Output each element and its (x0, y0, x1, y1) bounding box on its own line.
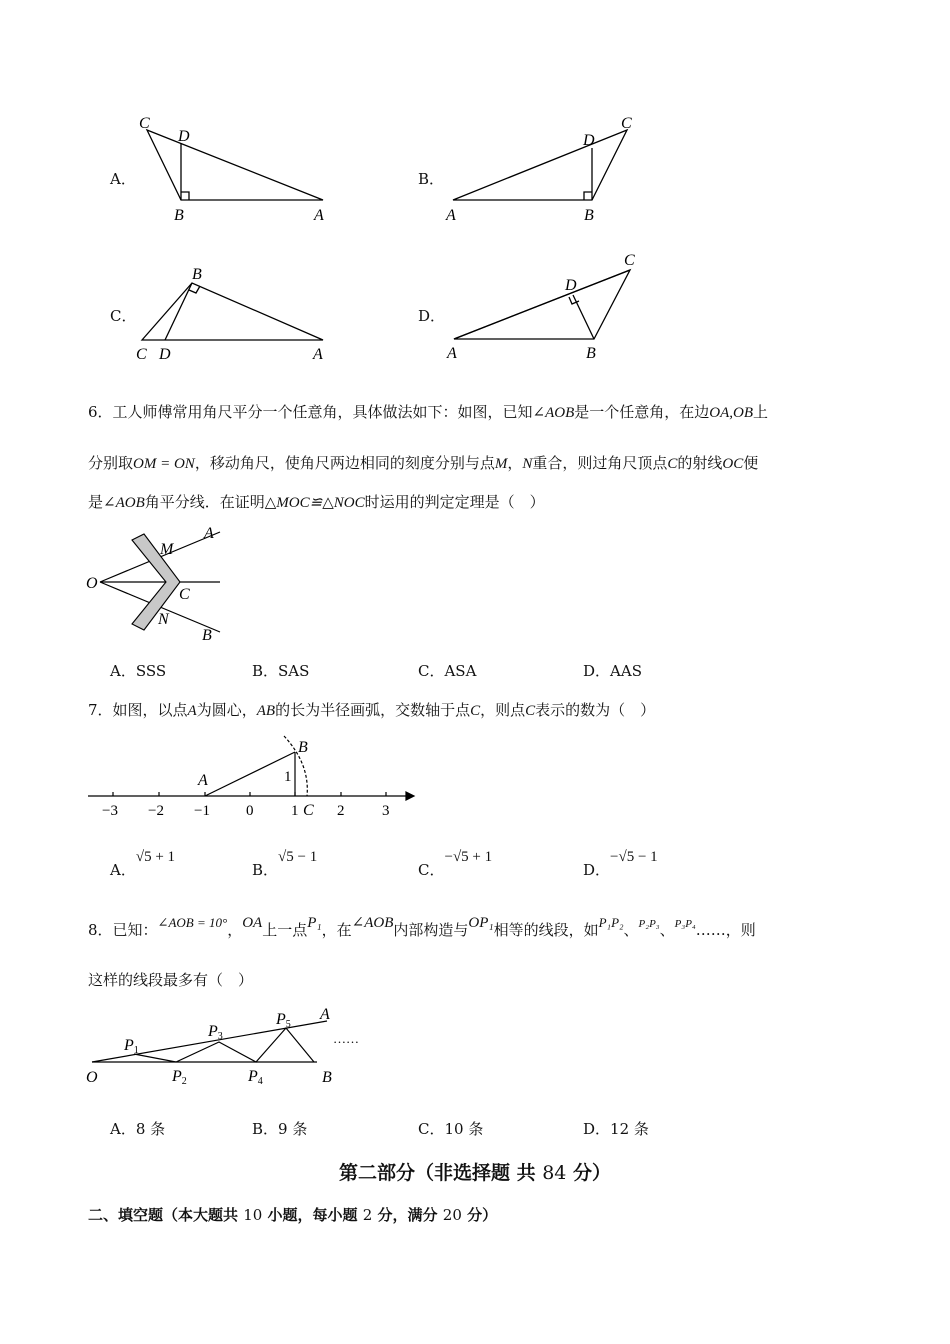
label-a: A (198, 772, 208, 789)
label-a: A (446, 207, 456, 224)
q6-option-a: A．SSS (110, 662, 167, 680)
q5-option-a-label: A． (110, 170, 136, 188)
q7-option-a: A．√5 + 1 (110, 849, 176, 879)
tick-label: 2 (337, 803, 345, 819)
section-fill-in-title: 二、填空题（本大题共 10 小题，每小题 2 分，满分 20 分） (88, 1206, 498, 1224)
label-c: C (303, 802, 314, 819)
label-o: O (86, 1069, 98, 1086)
height-label: 1 (284, 769, 292, 785)
q7-option-c: C．−√5 + 1 (418, 849, 493, 879)
q5-figure-c (130, 262, 340, 367)
q6-option-c: C．ASA (418, 662, 477, 680)
q6-option-d: D．AAS (583, 662, 642, 680)
label-a: A (204, 525, 214, 542)
label-p5: P5 (276, 1011, 291, 1030)
label-a: A (320, 1006, 330, 1023)
label-a: A (447, 345, 457, 362)
label-d: D (159, 346, 171, 363)
q8-option-c: C．10 条 (418, 1120, 484, 1138)
label-p2: P2 (172, 1068, 187, 1087)
label-d: D (583, 132, 595, 149)
q6-figure (82, 520, 232, 650)
q8-option-b: B．9 条 (252, 1120, 308, 1138)
tick-label: −2 (148, 803, 164, 819)
q5-figure-a (130, 110, 340, 225)
tick-label: 3 (382, 803, 390, 819)
q6-line-2: 分别取OM = ON，移动角尺，使角尺两边相同的刻度分别与点M，N重合，则过角尺顶点C的射线OC便 (88, 454, 759, 472)
label-c: C (621, 115, 632, 132)
label-d: D (178, 128, 190, 145)
label-a: A (314, 207, 324, 224)
label-a: A (313, 346, 323, 363)
label-b: B (174, 207, 184, 224)
q8-figure (82, 1002, 382, 1092)
label-b: B (584, 207, 594, 224)
label-b: B (586, 345, 596, 362)
label-d: D (565, 277, 577, 294)
part-two-title: 第二部分（非选择题 共 84 分） (338, 1162, 612, 1184)
q8-option-a: A．8 条 (110, 1120, 166, 1138)
q6-line-3: 是∠AOB角平分线．在证明△MOC≌△NOC时运用的判定定理是（ ） (88, 493, 545, 511)
label-c: C (139, 115, 150, 132)
tick-label: −1 (194, 803, 210, 819)
q7-stem: 7．如图，以点A为圆心，AB的长为半径画弧，交数轴于点C，则点C表示的数为（ ） (88, 701, 656, 719)
tick-label: 0 (246, 803, 254, 819)
label-p3: P3 (208, 1023, 223, 1042)
q8-line-1: 8．已知：∠AOB = 10°，OA上一点P₁，在∠AOB内部构造与OP₁相等的线段，如P₁P₂、$^{P_2P_3}$、$^{P_3P_4}$……，则 (88, 915, 756, 939)
label-o: O (86, 575, 98, 592)
label-b: B (298, 739, 308, 756)
q7-option-d: D．−√5 − 1 (583, 849, 658, 879)
q5-option-b-label: B． (418, 170, 445, 188)
label-p4: P4 (248, 1068, 263, 1087)
label-c: C (179, 586, 190, 603)
q6-line-1: 6．工人师傅常用角尺平分一个任意角，具体做法如下：如图，已知∠AOB是一个任意角，在边OA,OB上 (88, 403, 769, 421)
q7-option-b: B．√5 − 1 (252, 849, 318, 879)
q5-figure-d (440, 248, 650, 366)
q5-option-d-label: D． (418, 307, 446, 325)
q6-option-b: B．SAS (252, 662, 310, 680)
q8-line-2: 这样的线段最多有（ ） (88, 971, 254, 989)
label-m: M (160, 541, 174, 558)
q7-number-line-figure (84, 730, 419, 825)
ellipsis: …… (333, 1031, 359, 1046)
label-b: B (192, 266, 202, 283)
label-b: B (202, 627, 212, 644)
label-b: B (322, 1069, 332, 1086)
q8-option-d: D．12 条 (583, 1120, 649, 1138)
q5-option-c-label: C． (110, 307, 137, 325)
label-n: N (158, 611, 169, 628)
q5-figure-b (440, 110, 650, 225)
label-c: C (624, 252, 635, 269)
tick-label: −3 (102, 803, 118, 819)
label-c: C (136, 346, 147, 363)
tick-label: 1 (291, 803, 299, 819)
label-p1: P1 (124, 1037, 139, 1056)
